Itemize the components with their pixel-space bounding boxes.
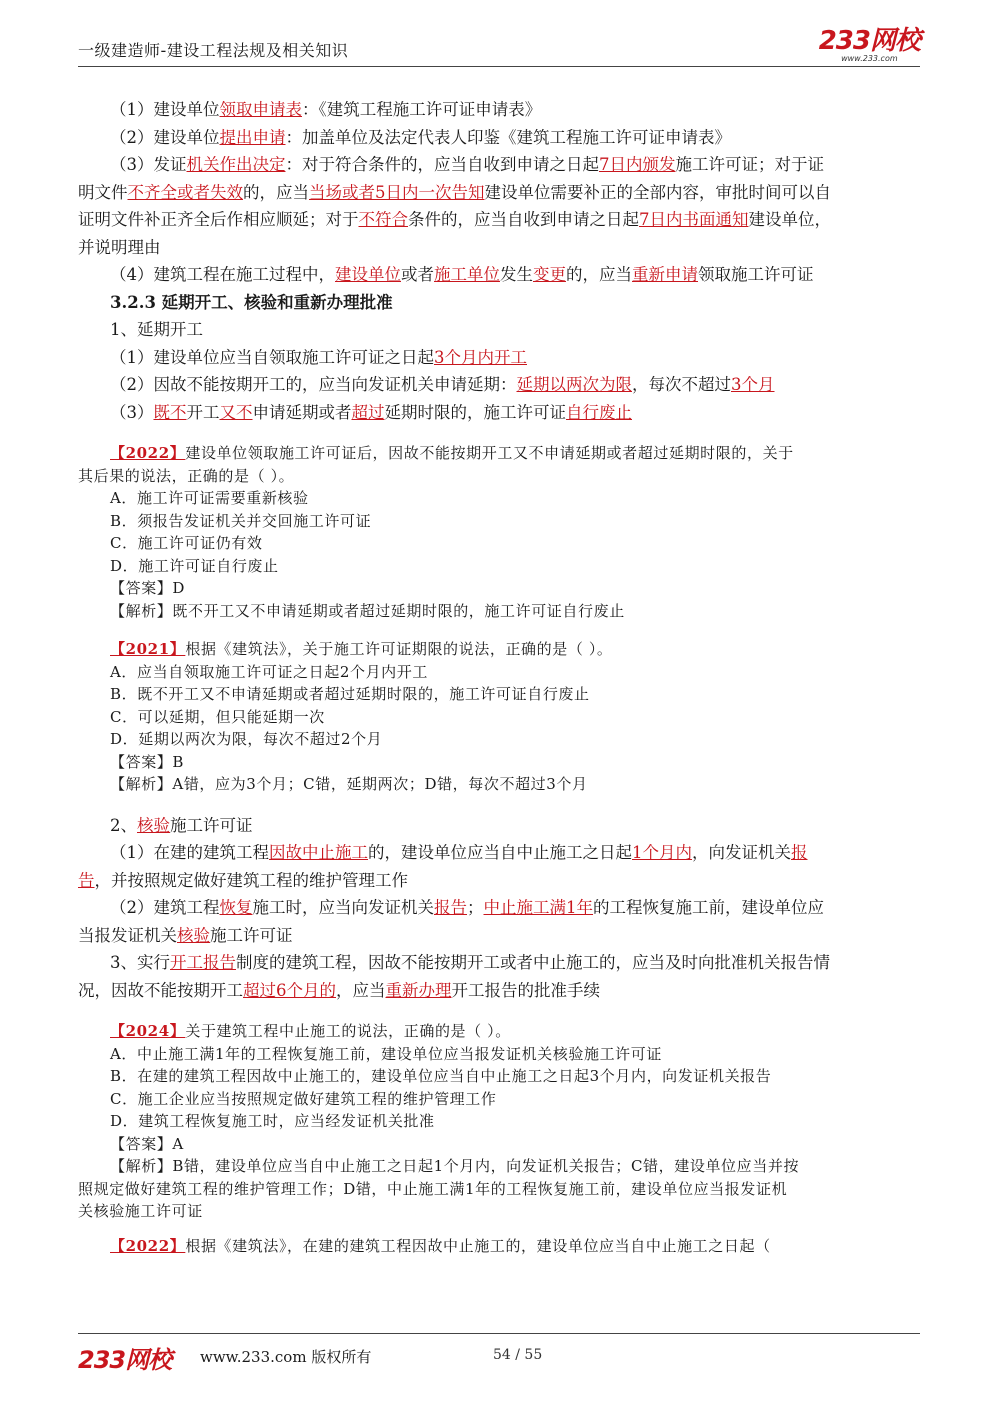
key-term: 7日内颁发 [599, 155, 676, 174]
text-run: 施工许可证 [170, 815, 253, 835]
text-run: 施工时，应当向发证机关 [252, 898, 434, 917]
analysis: 【解析】A错，应为3个月；C错，延期两次；D错，每次不超过3个月 [110, 775, 588, 793]
key-term: 提出申请 [219, 127, 286, 147]
key-term: 延期以两次为限 [516, 375, 632, 394]
option-a: A．中止施工满1年的工程恢复施工前，建设单位应当报发证机关核验施工许可证 [110, 1044, 662, 1063]
text-line [78, 96, 922, 124]
key-term: 施工单位 [434, 265, 500, 284]
brand-logo [819, 28, 920, 63]
header-title: 一级建造师-建设工程法规及相关知识 [78, 41, 349, 60]
key-term: 超过 [351, 402, 385, 422]
text-run: 的，应当 [243, 182, 309, 202]
text-run: 的，建设单位应当自中止施工之日起 [368, 843, 632, 862]
key-term: 既不 [153, 402, 187, 422]
key-term: 开工报告 [170, 953, 236, 972]
text-run: （2）建设单位 [110, 127, 220, 147]
text-run: 制度的建筑工程，因故不能按期开工或者中止施工的，应当及时向批准机关报告情 [236, 953, 830, 972]
text-run: 条件的，应当自收到申请之日起 [408, 210, 639, 229]
option-b: B．既不开工又不申请延期或者超过延期时限的，施工许可证自行废止 [110, 685, 590, 703]
text-run: （1）在建的建筑工程 [110, 843, 269, 862]
analysis: 【解析】B错，建设单位应当自中止施工之日起1个月内，向发证机关报告；C错，建设单位应当并按 [110, 1157, 800, 1175]
text-line [78, 289, 922, 317]
question-year-tag: 【2022】 [110, 444, 186, 462]
question-block-4 [78, 1235, 922, 1258]
option-c: C．施工企业应当按照规定做好建筑工程的维护管理工作 [110, 1089, 497, 1108]
text-run: 明文件 [78, 182, 128, 202]
text-run: ：加盖单位及法定代表人印鉴《建筑工程施工许可证申请表》 [285, 127, 731, 147]
question-stem: 【2024】关于建筑工程中止施工的说法，正确的是（ ）。 [110, 1022, 511, 1040]
key-term: 领取申请表 [219, 100, 302, 119]
text-run: （3） [110, 402, 154, 422]
text-run: ：对于符合条件的，应当自收到申请之日起 [285, 155, 599, 174]
logo-url: www.233.com [841, 54, 898, 63]
key-term: 因故中止施工 [269, 843, 368, 862]
footer-logo: 233网校 [78, 1346, 172, 1374]
text-run: 况，因故不能按期开工 [78, 980, 243, 1000]
text-run: 2、 [110, 815, 137, 835]
text-line [78, 206, 922, 234]
text-run: 申请延期或者 [252, 402, 352, 422]
key-term: 自行废止 [566, 402, 632, 422]
key-term: 报 [791, 843, 808, 862]
text-line [78, 316, 922, 344]
question-block-3 [78, 1020, 922, 1223]
text-line [78, 234, 922, 262]
text-run: 施工许可证；对于证 [675, 155, 824, 174]
key-term: 又不 [219, 402, 253, 422]
key-term: 当场或者5日内一次告知 [309, 182, 485, 202]
text-run: 开工报告的批准手续 [451, 980, 600, 1000]
section-permit-procedure [78, 96, 922, 426]
text-run: 延期时限的，施工许可证 [384, 402, 566, 422]
analysis-cont: 关核验施工许可证 [78, 1202, 203, 1220]
text-run: 的，应当 [566, 265, 632, 284]
key-term: 重新办理 [385, 980, 452, 1000]
question-block-2 [78, 638, 922, 796]
text-line [78, 344, 922, 372]
option-a: A．应当自领取施工许可证之日起2个月内开工 [110, 662, 428, 681]
text-run: ，应当 [336, 980, 386, 1000]
key-term: 1个月内 [632, 843, 692, 862]
key-term: 恢复 [219, 898, 253, 917]
text-run: 的工程恢复施工前，建设单位应 [593, 898, 824, 917]
answer: 【答案】B [110, 752, 185, 771]
text-line [78, 894, 922, 922]
key-term: 中止施工满1年 [483, 898, 593, 917]
question-year-tag: 【2021】 [110, 640, 186, 658]
text-line [78, 151, 922, 179]
text-run: 3、实行 [110, 953, 170, 972]
text-run: ，并按照规定做好建筑工程的维护管理工作 [94, 870, 408, 890]
question-year-tag: 【2024】 [110, 1022, 186, 1040]
footer-copyright: www.233.com 版权所有 [200, 1348, 372, 1366]
footer-divider [78, 1333, 920, 1334]
text-line [78, 949, 922, 977]
text-line [78, 812, 922, 840]
text-line [78, 179, 922, 207]
text-run: 建设单位， [748, 210, 831, 229]
text-run: （4）建筑工程在施工过程中， [110, 265, 335, 284]
logo-mark: 233网校 [818, 26, 920, 56]
text-line [78, 839, 922, 867]
key-term: 7日内书面通知 [639, 210, 749, 229]
key-term: 3个月 [731, 375, 775, 394]
key-term: 机关作出决定 [186, 155, 286, 174]
option-d: D．建筑工程恢复施工时，应当经发证机关批准 [110, 1112, 435, 1130]
header-divider [78, 66, 920, 67]
option-d: D．施工许可证自行废止 [110, 556, 279, 575]
text-run: （2）建筑工程 [110, 898, 220, 917]
option-b: B．须报告发证机关并交回施工许可证 [110, 511, 372, 530]
key-term: 不齐全或者失效 [127, 182, 243, 202]
text-line [78, 922, 922, 950]
option-c: C．施工许可证仍有效 [110, 534, 263, 552]
option-b: B．在建的建筑工程因故中止施工的，建设单位应当自中止施工之日起3个月内，向发证机关报告 [110, 1067, 772, 1085]
text-line [78, 867, 922, 895]
text-line [78, 124, 922, 152]
key-term: 报告 [434, 898, 467, 917]
text-run: 领取施工许可证 [698, 265, 814, 284]
key-term: 3个月内开工 [434, 347, 527, 367]
text-run: 开工 [186, 402, 220, 422]
key-term: 超过6个月的 [243, 980, 336, 1000]
text-line [78, 261, 922, 289]
key-term: 核验 [137, 815, 170, 835]
option-d: D．延期以两次为限，每次不超过2个月 [110, 730, 383, 748]
text-run: （1）建设单位 [110, 100, 220, 119]
question-stem: 【2022】建设单位领取施工许可证后，因故不能按期开工又不申请延期或者超过延期时限的，关于 [110, 444, 794, 462]
answer: 【答案】D [110, 579, 186, 597]
key-term: 重新申请 [632, 265, 698, 284]
text-run: 证明文件补正齐全后作相应顺延；对于 [78, 210, 359, 229]
text-line [78, 371, 922, 399]
key-term: 变更 [533, 265, 566, 284]
text-run: ； [467, 898, 484, 917]
text-run: （2）因故不能按期开工的，应当向发证机关申请延期： [110, 375, 517, 394]
key-term: 核验 [177, 925, 210, 945]
text-run: 当报发证机关 [78, 925, 177, 945]
analysis-cont: 照规定做好建筑工程的维护管理工作；D错，中止施工满1年的工程恢复施工前，建设单位应当报发证机 [78, 1179, 788, 1198]
text-run: ：《建筑工程施工许可证申请表》 [302, 100, 542, 119]
text-run: （1）建设单位应当自领取施工许可证之日起 [110, 347, 434, 367]
answer: 【答案】A [110, 1134, 184, 1153]
text-run: 发生 [500, 265, 533, 284]
question-stem: 【2022】根据《建筑法》，在建的建筑工程因故中止施工的，建设单位应当自中止施工之日起（ [110, 1236, 771, 1255]
question-block-1 [78, 442, 922, 622]
text-run: ，向发证机关 [692, 843, 791, 862]
question-stem: 【2021】根据《建筑法》，关于施工许可证期限的说法，正确的是（ ）。 [110, 640, 613, 658]
text-run: 建设单位需要补正的全部内容，审批时间可以自 [484, 182, 831, 202]
key-term: 告 [78, 870, 95, 890]
option-c: C．可以延期，但只能延期一次 [110, 707, 325, 726]
key-term: 建设单位 [335, 265, 401, 284]
text-run: 或者 [401, 265, 434, 284]
page-content [78, 96, 922, 1257]
question-year-tag: 【2022】 [110, 1236, 186, 1255]
text-run: （3）发证 [110, 155, 187, 174]
option-a: A．施工许可证需要重新核验 [110, 489, 309, 507]
analysis: 【解析】既不开工又不申请延期或者超过延期时限的，施工许可证自行废止 [110, 601, 625, 620]
text-line [78, 399, 922, 427]
text-run: ，每次不超过 [632, 375, 731, 394]
section-verification [78, 812, 922, 1005]
text-run: 3.2.3 延期开工、核验和重新办理批准 [110, 292, 393, 312]
text-line [78, 977, 922, 1005]
question-stem-cont: 其后果的说法，正确的是（ ）。 [78, 466, 295, 485]
page-number: 54 / 55 [493, 1347, 543, 1363]
text-run: 并说明理由 [78, 237, 161, 257]
text-run: 1、延期开工 [110, 320, 203, 339]
text-run: 施工许可证 [210, 925, 293, 945]
key-term: 不符合 [358, 210, 408, 229]
